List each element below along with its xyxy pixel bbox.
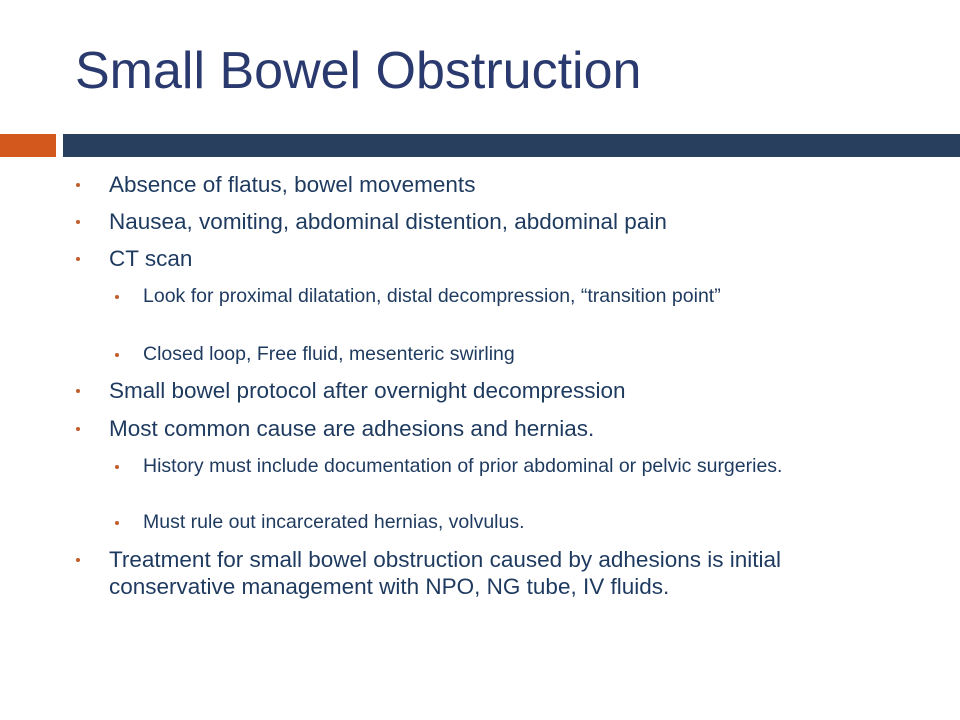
sub-bullet-text: Closed loop, Free fluid, mesenteric swirling <box>143 343 515 365</box>
bullet-item <box>109 546 899 600</box>
sub-bullet-text: Must rule out incarcerated hernias, volvulus. <box>143 511 525 533</box>
accent-bar-navy <box>63 134 960 157</box>
bullet-text: Most common cause are adhesions and hernias. <box>109 416 595 441</box>
bullet-item <box>109 245 899 272</box>
bullet-text: CT scan <box>109 246 193 271</box>
bullet-text: Nausea, vomiting, abdominal distention, abdominal pain <box>109 209 667 234</box>
bullet-dot-icon <box>115 521 119 525</box>
sub-bullet-item <box>143 511 903 533</box>
accent-bar-orange <box>0 134 56 157</box>
bullet-dot-icon <box>76 220 80 224</box>
bullet-dot-icon <box>76 389 80 393</box>
bullet-text: Treatment for small bowel obstruction caused by adhesions is initial conservative management with NPO, NG tube, IV fluids. <box>109 547 781 599</box>
sub-bullet-text: Look for proximal dilatation, distal decompression, “transition point” <box>143 285 721 307</box>
bullet-text: Small bowel protocol after overnight decompression <box>109 378 626 403</box>
bullet-text: Absence of flatus, bowel movements <box>109 172 476 197</box>
bullet-dot-icon <box>115 465 119 469</box>
sub-bullet-item <box>143 285 903 307</box>
sub-bullet-text: History must include documentation of prior abdominal or pelvic surgeries. <box>143 455 783 477</box>
sub-bullet-item <box>143 455 903 477</box>
bullet-item <box>109 208 899 235</box>
slide-title: Small Bowel Obstruction <box>75 42 642 100</box>
bullet-dot-icon <box>115 295 119 299</box>
bullet-item <box>109 171 899 198</box>
bullet-item <box>109 415 899 442</box>
bullet-dot-icon <box>76 427 80 431</box>
bullet-dot-icon <box>76 257 80 261</box>
bullet-item <box>109 377 899 404</box>
sub-bullet-item <box>143 343 903 365</box>
bullet-dot-icon <box>76 183 80 187</box>
bullet-dot-icon <box>76 558 80 562</box>
bullet-dot-icon <box>115 353 119 357</box>
